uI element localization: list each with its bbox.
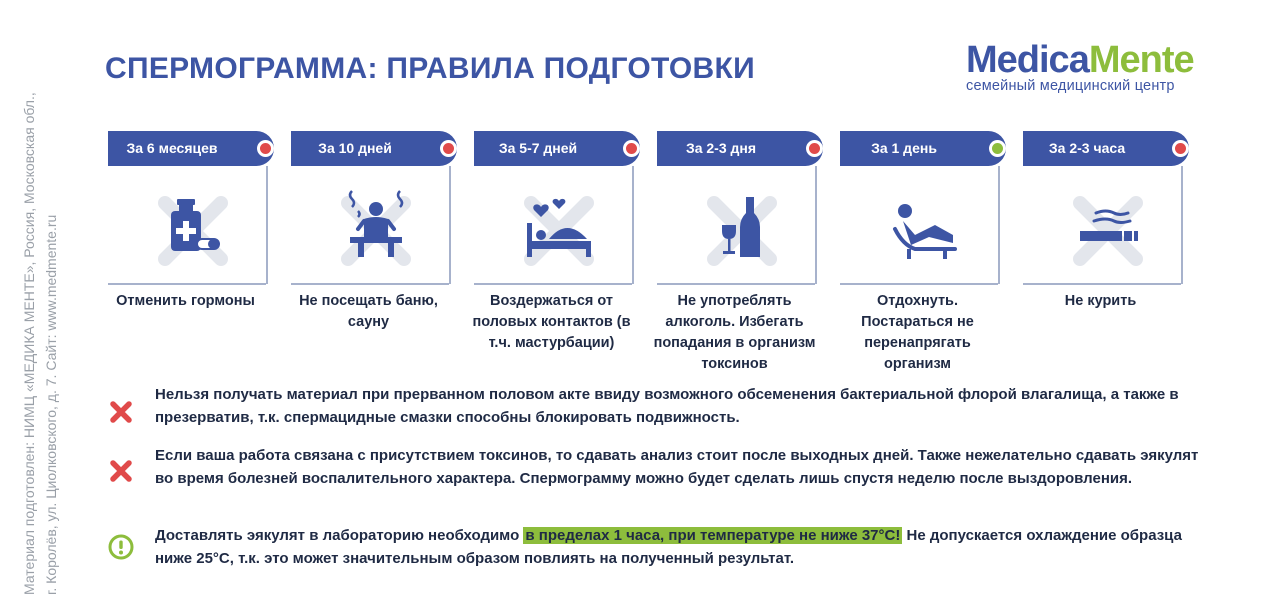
red-cross-icon <box>108 399 134 425</box>
step-caption: Не употреблять алкоголь. Избегать попадания в организм токсинов <box>653 293 816 372</box>
step-tab: За 6 месяцев <box>108 131 274 166</box>
brand-logo <box>966 38 1211 94</box>
step-tab: За 1 день <box>840 131 1006 166</box>
timeline-step <box>291 131 461 381</box>
highlighted-warning: в пределах 1 часа, при температуре не ниже 37°С! <box>525 527 901 544</box>
preparation-timeline <box>108 131 1208 381</box>
timeline-step <box>108 131 278 381</box>
rule-text: Если ваша работа связана с присутствием токсинов, то сдавать анализ стоит после выходных дней. Также нежелательно сдавать эякулят во время болезней воспалительного характера. Спермограмму можно будет сделать лишь спустя неделю после выздоровления. <box>155 447 1199 487</box>
status-dot <box>806 140 823 157</box>
step-caption: Отдохнуть. Постараться не перенапрягать организм <box>861 293 974 372</box>
status-dot <box>257 140 274 157</box>
wine-bottle-icon <box>702 189 782 269</box>
red-cross-icon <box>108 458 134 484</box>
vertical-credit-text <box>10 10 66 605</box>
credit-line-1: Материал подготовлен: НИМЦ «МЕДИКА МЕНТЕ», Россия, Московская обл., <box>21 92 37 595</box>
cigarette-icon <box>1068 189 1148 269</box>
logo-wordmark: MedicaMente <box>966 39 1194 81</box>
rule-text: Нельзя получать материал при прерванном половом акте ввиду возможного обсеменения бактериальной флорой влагалища, а также в презерватив, т.к. спермацидные смазки способны блокировать подвижность. <box>155 386 1179 426</box>
timeline-step <box>840 131 1010 381</box>
step-tab: За 10 дней <box>291 131 457 166</box>
step-caption: Воздержаться от половых контактов (в т.ч. мастурбации) <box>472 293 631 351</box>
timeline-step <box>1023 131 1193 381</box>
step-tab: За 5-7 дней <box>474 131 640 166</box>
bed-hearts-icon <box>519 189 599 269</box>
step-tab: За 2-3 дня <box>657 131 823 166</box>
credit-line-2: г. Королёв, ул. Циолковского, д. 7. Сайт: www.medmente.ru <box>43 214 59 595</box>
status-dot <box>989 140 1006 157</box>
status-dot <box>623 140 640 157</box>
rule-text: Доставлять эякулят в лабораторию необходимо в пределах 1 часа, при температуре не ниже 37°С! Не допускается охлаждение образца ниже 25°С, т.к. это может значительным образом повлиять на полученный результат. <box>155 527 1182 567</box>
medication-bottle-icon <box>153 189 233 269</box>
sauna-icon <box>336 189 416 269</box>
status-dot <box>1172 140 1189 157</box>
status-dot <box>440 140 457 157</box>
page-title: СПЕРМОГРАММА: ПРАВИЛА ПОДГОТОВКИ <box>105 52 755 85</box>
timeline-step <box>474 131 644 381</box>
step-caption: Не курить <box>1064 293 1137 309</box>
step-caption: Отменить гормоны <box>116 293 255 309</box>
step-caption: Не посещать баню, сауну <box>299 293 438 330</box>
timeline-step <box>653 131 827 381</box>
logo-subtitle: семейный медицинский центр <box>966 78 1175 94</box>
step-tab: За 2-3 часа <box>1023 131 1189 166</box>
person-resting-icon <box>885 189 965 269</box>
exclamation-circle-icon <box>108 534 134 560</box>
